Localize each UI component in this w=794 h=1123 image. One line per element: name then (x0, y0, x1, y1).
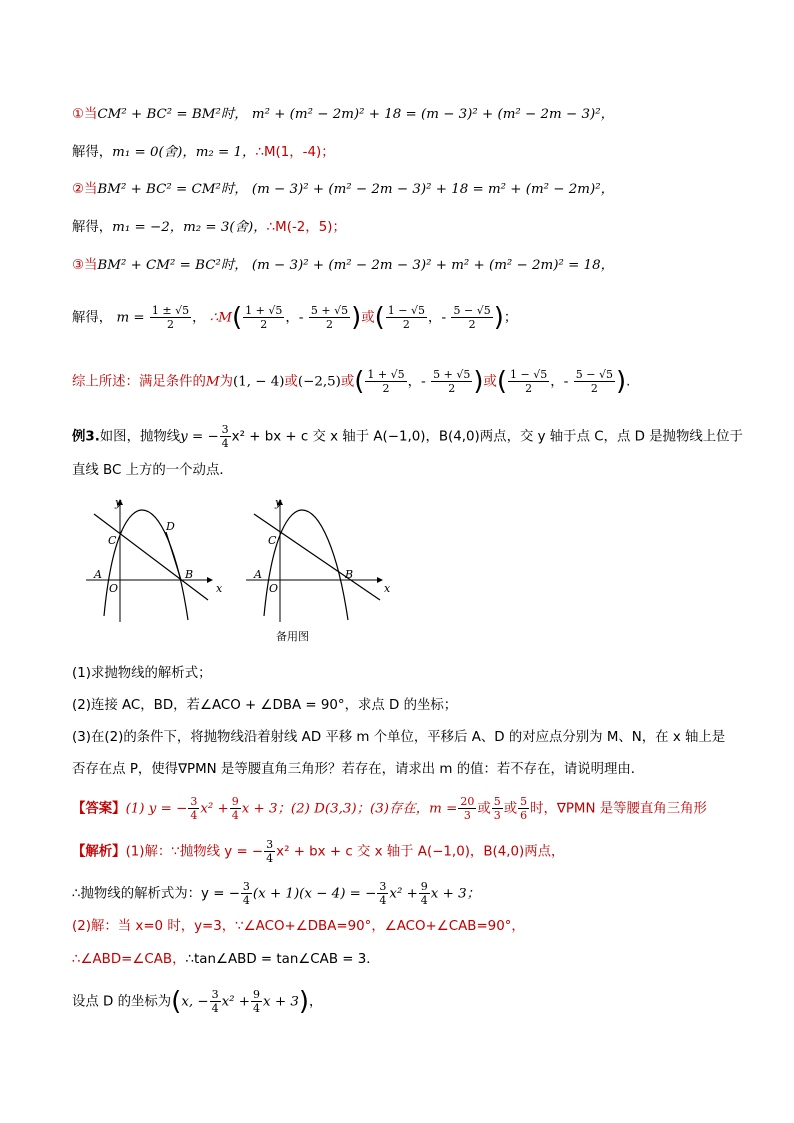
numerator: 3 (221, 423, 229, 436)
denominator: 4 (420, 894, 428, 907)
numerator: 9 (420, 880, 428, 893)
segment-bd (166, 532, 181, 580)
fraction (241, 880, 252, 907)
denominator: 4 (211, 1002, 219, 1015)
numerator: 5 − √5 (453, 304, 491, 317)
numerator: 3 (379, 880, 387, 893)
case1-condition: CM² + BC² = BM²时， (97, 107, 248, 122)
example-rest: x² + bx + c 交 x 轴于 A(−1,0)，B(4,0)两点，交 y 轴于点 C，点 D 是抛物线上位于 (231, 429, 743, 445)
or-text: 或 (284, 374, 298, 390)
answer-part1c: x + 3；(2) D(3,3)；(3)存在，m = (241, 801, 458, 817)
analysis-part2d: x + 3； (430, 886, 480, 902)
fraction (220, 423, 231, 450)
denominator: 2 (260, 318, 268, 331)
fraction (230, 795, 241, 822)
answer-line (72, 795, 707, 822)
example-continuation: 直线 BC 上方的一个动点． (72, 463, 233, 478)
denominator: 2 (448, 382, 456, 395)
case2-equation: (m − 3)² + (m² − 2m − 3)² + 18 = m² + (m² − 2m)²， (251, 182, 614, 197)
case1-line (72, 105, 614, 125)
denominator: 3 (463, 809, 471, 822)
case1-marker: ①当 (72, 107, 98, 122)
solution2-values: m₁ = −2，m₂ = 3(舍)， (112, 220, 267, 235)
numerator: 5 (493, 795, 501, 808)
denominator: 2 (525, 382, 533, 395)
analysis-part2c: x² + (389, 886, 418, 902)
solution3-line: 解得， m = $\frac{1 \pm √5}{2}$ ， ∴M( $\frac{1 + √5}{2}$ ，- $\frac{5 + √5}{2}$ )或( $\frac{1 - √5}{2}$ ，- $\frac{5 - √5}{2}$ )； (72, 302, 518, 333)
solution1-result: ∴M(1，-4)； (255, 145, 335, 160)
numerator: 20 (460, 795, 475, 808)
example-label: 例3. (72, 429, 100, 445)
fraction (574, 368, 615, 395)
denominator: 2 (167, 318, 174, 331)
analysis-part4a: ∴∠ABD=∠CAB， (72, 952, 186, 967)
denominator: 4 (266, 852, 274, 865)
question-3-line1: (3)在(2)的条件下，将抛物线沿着射线 AD 平移 m 个单位，平移后 A、D 的对应点分别为 M、N，在 x 轴上是 (72, 730, 726, 745)
denominator: 4 (221, 437, 229, 450)
fraction (150, 304, 191, 331)
or-text: 或 (477, 801, 491, 817)
label-o: O (109, 582, 119, 595)
line-end: ， (309, 994, 323, 1010)
numerator: 5 + √5 (433, 368, 471, 381)
numerator: 5 + √5 (310, 304, 349, 317)
or-text: 或 (340, 374, 355, 390)
case3-marker: ③当 (72, 258, 98, 273)
solution2-label: 解得， (72, 220, 113, 235)
solution1-label: 解得， (72, 145, 113, 160)
or-text: 或 (503, 801, 518, 817)
analysis-part2b: (x + 1)(x − 4) = − (252, 886, 377, 902)
fraction (188, 795, 199, 822)
analysis-line5: 设点 D 的坐标为(x, − $\frac{3}{4}$ x² + $\frac{9}{4}$ x + 3)， (72, 986, 323, 1017)
example-intro: 如图，抛物线 (99, 429, 181, 445)
numerator: 1 − √5 (510, 368, 548, 381)
denominator: 4 (242, 894, 250, 907)
figure-spare (246, 496, 391, 622)
analysis-part1b: x² + bx + c 交 x 轴于 A(−1,0)，B(4,0)两点， (276, 844, 565, 860)
denominator: 3 (493, 809, 501, 822)
denominator: 4 (379, 894, 387, 907)
answer-part1b: x² + (200, 801, 229, 817)
analysis-line1 (72, 838, 564, 865)
numerator: 1 − √5 (387, 304, 425, 317)
solution2-line (72, 218, 346, 238)
solution3-m-expr: m = (116, 310, 145, 326)
fraction (451, 304, 492, 331)
denominator: 6 (520, 809, 528, 822)
summary-point1: (1, − 4) (233, 374, 285, 390)
analysis-part2: ∴抛物线的解析式为：y = − (72, 886, 240, 902)
label-x: x (216, 582, 223, 595)
parabola (264, 510, 348, 620)
question-3-line2: 否存在点 P，使得∇PMN 是等腰直角三角形？若存在，请求出 m 的值：若不存在，请说明理由． (72, 762, 645, 777)
label-b: B (345, 568, 354, 581)
label-d: D (166, 520, 175, 533)
answer-part1: (1) y = − (125, 801, 188, 817)
denominator: 2 (382, 382, 390, 395)
summary-point2: (−2,5) (297, 374, 341, 390)
fraction (431, 368, 472, 395)
solution3-therefore-m: ∴M (209, 310, 232, 326)
summary-line: 综上所述：满足条件的M为(1, − 4)或(−2,5)或( $\frac{1 + √5}{2}$ ，- $\frac{5 + √5}{2}$ )或( $\frac{1 - √5}{2}$ ，- $\frac{5 - √5}{2}$ ). (72, 366, 631, 397)
fraction (492, 795, 503, 822)
summary-m: M (205, 374, 220, 390)
case3-condition: BM² + CM² = BC²时， (97, 258, 248, 273)
fraction (377, 880, 388, 907)
fraction (518, 795, 529, 822)
case3-line (72, 256, 614, 276)
answer-tag: 【答案】 (72, 801, 126, 817)
numerator: 1 + √5 (367, 368, 405, 381)
numerator: 3 (190, 795, 198, 808)
numerator: 5 (520, 795, 528, 808)
question-1: (1)求抛物线的解析式； (72, 666, 212, 681)
label-a: A (94, 568, 102, 581)
fraction (210, 988, 221, 1015)
label-a: A (254, 568, 262, 581)
analysis-part1: (1)解：∵抛物线 y = − (125, 844, 264, 860)
numerator: 1 ± √5 (151, 304, 190, 317)
or-text: 或 (483, 374, 497, 390)
figure-main (86, 496, 223, 622)
answer-tail: 时，∇PMN 是等腰直角三角形 (530, 801, 707, 817)
fraction (309, 304, 350, 331)
case3-equation: (m − 3)² + (m² − 2m − 3)² + m² + (m² − 2m)² = 18， (251, 258, 614, 273)
line-end: ； (503, 310, 518, 326)
line-end: . (626, 374, 631, 390)
label-o: O (269, 582, 279, 595)
example-y-expr: y = − (180, 429, 219, 445)
fraction (458, 795, 476, 822)
summary-is: 为 (219, 374, 234, 390)
denominator: 2 (402, 318, 410, 331)
summary-lead: 综上所述：满足条件的 (72, 374, 206, 390)
solution2-result: ∴M(-2，5)； (266, 220, 346, 235)
label-y: y (275, 496, 282, 509)
numerator: 3 (266, 838, 274, 851)
example-line2 (72, 461, 233, 481)
numerator: 9 (231, 795, 239, 808)
solution1-values: m₁ = 0(舍)，m₂ = 1， (112, 145, 256, 160)
case2-condition: BM² + BC² = CM²时， (97, 182, 248, 197)
analysis-line4 (72, 950, 380, 970)
numerator: 9 (253, 988, 261, 1001)
analysis-part5: 设点 D 的坐标为 (72, 994, 172, 1010)
fraction (419, 880, 430, 907)
fraction (508, 368, 549, 395)
figures (82, 492, 392, 632)
or-text: 或 (361, 310, 375, 326)
denominator: 4 (190, 809, 198, 822)
fraction (386, 304, 427, 331)
fraction (365, 368, 406, 395)
label-c: C (268, 534, 277, 547)
fraction (243, 304, 284, 331)
analysis-part5c: x + 3 (263, 994, 299, 1010)
denominator: 2 (468, 318, 476, 331)
numerator: 3 (242, 880, 250, 893)
denominator: 2 (325, 318, 333, 331)
numerator: 5 − √5 (575, 368, 613, 381)
example-line1 (72, 423, 743, 450)
case2-marker: ②当 (72, 182, 98, 197)
analysis-tag: 【解析】 (72, 844, 126, 860)
question-2: (2)连接 AC，BD，若∠ACO + ∠DBA = 90°，求点 D 的坐标； (72, 698, 458, 713)
case2-line (72, 180, 614, 200)
analysis-part5b: x² + (221, 994, 251, 1010)
denominator: 4 (231, 809, 239, 822)
numerator: 3 (211, 988, 219, 1001)
analysis-line3: (2)解：当 x=0 时，y=3，∵∠ACO+∠DBA=90°，∠ACO+∠CAB=90°， (72, 919, 525, 934)
fraction (251, 988, 262, 1015)
label-y: y (115, 496, 122, 509)
label-x: x (384, 582, 391, 595)
denominator: 2 (590, 382, 598, 395)
analysis-part4b: ∴tan∠ABD = tan∠CAB = 3． (185, 952, 380, 967)
analysis-line2 (72, 880, 480, 907)
figure-caption: 备用图 (276, 630, 309, 643)
parabola (104, 510, 188, 620)
analysis-part5x: x, − (181, 994, 209, 1010)
solution1-line (72, 143, 335, 163)
case1-equation: m² + (m² − 2m)² + 18 = (m − 3)² + (m² − 2m − 3)²， (251, 107, 614, 122)
fraction (264, 838, 275, 865)
label-c: C (108, 534, 117, 547)
label-b: B (185, 568, 194, 581)
solution3-label: 解得， (72, 310, 113, 326)
denominator: 4 (253, 1002, 261, 1015)
numerator: 1 + √5 (245, 304, 283, 317)
